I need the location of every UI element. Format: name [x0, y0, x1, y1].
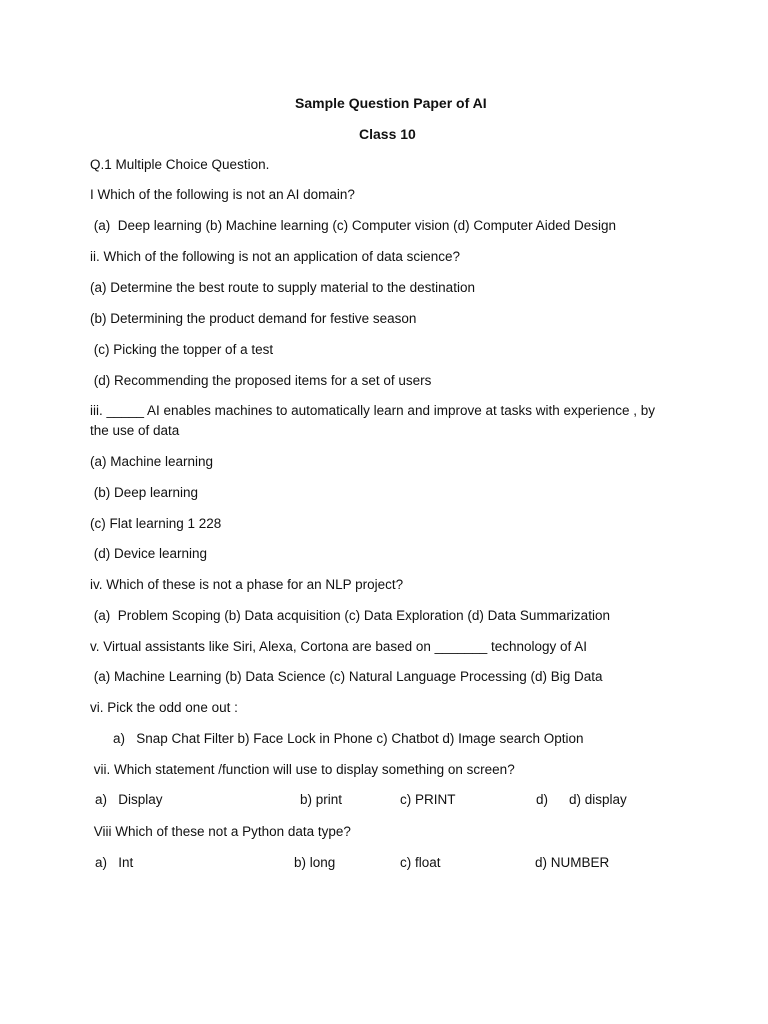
- question-8-option-d: d) NUMBER: [535, 855, 610, 870]
- question-4-options: (a) Problem Scoping (b) Data acquisition (c) Data Exploration (d) Data Summarization: [90, 608, 610, 623]
- question-3-line-1: iii. _____ AI enables machines to automatically learn and improve at tasks with experience , by: [90, 403, 656, 418]
- question-5: v. Virtual assistants like Siri, Alexa, Cortona are based on _______ technology of AI: [90, 639, 588, 654]
- question-3-line-2: the use of data: [90, 423, 180, 438]
- question-6-options: a) Snap Chat Filter b) Face Lock in Phone c) Chatbot d) Image search Option: [113, 731, 584, 746]
- question-7-option-b: b) print: [300, 792, 343, 807]
- question-7-option-a: a) Display: [95, 792, 163, 807]
- question-8-option-c: c) float: [400, 855, 441, 870]
- section-heading: Q.1 Multiple Choice Question.: [90, 157, 270, 172]
- question-2-option-d: (d) Recommending the proposed items for a set of users: [90, 373, 432, 388]
- question-7-option-c: c) PRINT: [400, 792, 456, 807]
- question-2: ii. Which of the following is not an application of data science?: [90, 249, 460, 264]
- question-3-option-c: (c) Flat learning 1 228: [90, 516, 222, 531]
- page-title: Sample Question Paper of AI: [295, 95, 487, 111]
- question-8: Viii Which of these not a Python data type?: [90, 824, 351, 839]
- question-7: vii. Which statement /function will use to display something on screen?: [90, 762, 515, 777]
- question-1-options: (a) Deep learning (b) Machine learning (c) Computer vision (d) Computer Aided Design: [90, 218, 616, 233]
- question-4: iv. Which of these is not a phase for an NLP project?: [90, 577, 404, 592]
- question-3-option-d: (d) Device learning: [90, 546, 208, 561]
- page-subtitle: Class 10: [359, 126, 416, 142]
- question-3-option-a: (a) Machine learning: [90, 454, 214, 469]
- question-7-option-d: d) display: [569, 792, 627, 807]
- question-1: I Which of the following is not an AI domain?: [90, 187, 355, 202]
- question-2-option-c: (c) Picking the topper of a test: [90, 342, 274, 357]
- question-8-option-a: a) Int: [95, 855, 134, 870]
- question-8-option-b: b) long: [294, 855, 336, 870]
- question-6: vi. Pick the odd one out :: [90, 700, 238, 715]
- question-2-option-b: (b) Determining the product demand for festive season: [90, 311, 417, 326]
- question-2-option-a: (a) Determine the best route to supply material to the destination: [90, 280, 475, 295]
- question-7-option-d-label: d): [536, 792, 549, 807]
- question-5-options: (a) Machine Learning (b) Data Science (c) Natural Language Processing (d) Big Data: [90, 669, 603, 684]
- question-3-option-b: (b) Deep learning: [90, 485, 199, 500]
